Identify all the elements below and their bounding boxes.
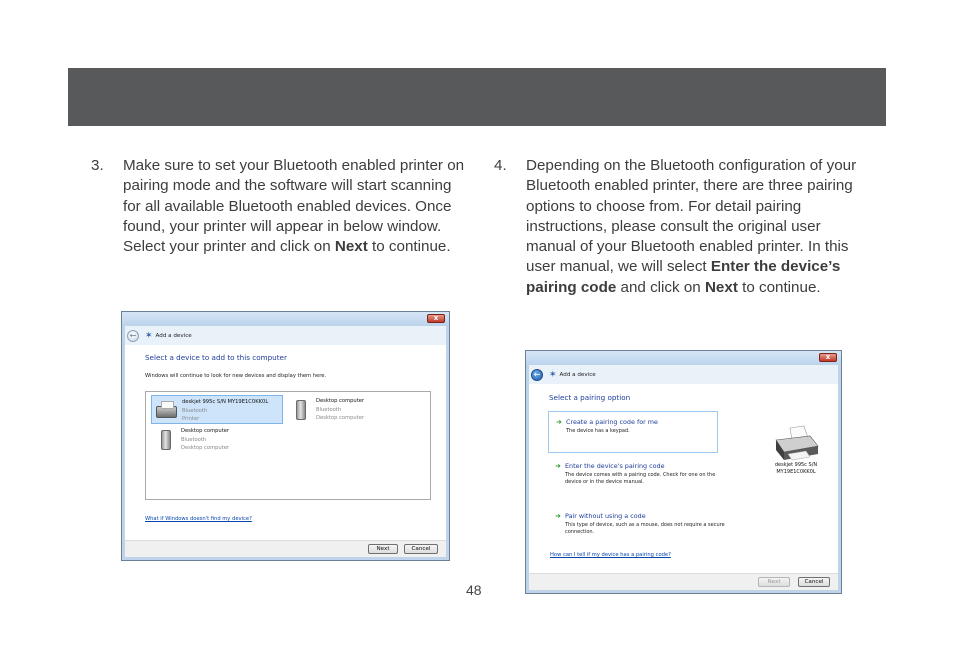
step-4-text-before: Depending on the Bluetooth configuration of your Bluetooth enabled printer, there are three pairing options to choose from. For detail pairing instructions, please consult the original user manual of your Bluetooth enabled printer. In this user manual, we will select: [526, 157, 857, 276]
titlebar: [122, 312, 449, 326]
header-bar: [68, 68, 886, 126]
device-name: Desktop computer: [181, 428, 230, 434]
bluetooth-icon: ✶: [145, 330, 153, 341]
step-3-text: [123, 156, 471, 257]
desktop-computer-icon: [154, 428, 176, 450]
option-pair-without-code[interactable]: [548, 506, 725, 542]
step-4-bold-next: Next: [704, 278, 738, 296]
nav-row: [125, 326, 446, 345]
device-category: Desktop computer: [181, 445, 230, 451]
cancel-button[interactable]: Cancel: [404, 544, 438, 554]
dialog-content: [125, 345, 446, 540]
dialog-title: Add a device: [155, 332, 192, 339]
printer-icon: [770, 424, 822, 464]
step-4-bold-option: Enter the device’s pairing code: [526, 258, 841, 296]
cancel-button[interactable]: Cancel: [798, 577, 830, 587]
step-3-bold-next: Next: [334, 238, 368, 256]
device-list: [145, 391, 431, 500]
green-arrow-icon: ➜: [555, 512, 561, 520]
device-item-desktop-2[interactable]: [151, 425, 283, 454]
step-4-number: 4.: [494, 157, 507, 174]
add-device-dialog-select: [121, 311, 450, 561]
step-4-text-mid: and click on: [616, 278, 705, 296]
help-link[interactable]: How can I tell if my device has a pairing code?: [550, 552, 671, 558]
dialog-footer: [125, 540, 446, 557]
green-arrow-icon: ➜: [556, 418, 562, 426]
device-type: Bluetooth: [182, 408, 208, 414]
step-3-number: 3.: [91, 157, 104, 174]
dialog-content: [529, 384, 838, 573]
nav-row: [529, 365, 838, 384]
dialog-heading: Select a device to add to this computer: [145, 353, 287, 362]
bluetooth-icon: ✶: [549, 369, 557, 380]
help-link[interactable]: What if Windows doesn't find my device?: [145, 516, 252, 522]
device-name: deskjet 995c S/N MY19E1C0KK0L: [182, 399, 269, 405]
close-button[interactable]: x: [427, 314, 445, 323]
device-category: Desktop computer: [316, 415, 365, 421]
device-type: Bluetooth: [181, 437, 207, 443]
page-number: 48: [466, 582, 482, 598]
dialog-footer: [529, 573, 838, 590]
green-arrow-icon: ➜: [555, 462, 561, 470]
printer-icon: [155, 399, 177, 421]
printer-label: deskjet 995c S/N MY19E1C0KK0L: [774, 462, 818, 475]
dialog-heading: Select a pairing option: [549, 393, 631, 402]
option-title: Enter the device's pairing code: [565, 462, 665, 470]
device-item-printer[interactable]: [151, 395, 283, 424]
dialog-title: Add a device: [559, 371, 596, 378]
step-4-text-after: to continue.: [737, 278, 821, 296]
close-button[interactable]: x: [819, 353, 837, 362]
option-title: Pair without using a code: [565, 512, 646, 520]
add-device-dialog-pairing: [525, 350, 842, 594]
next-button[interactable]: Next: [758, 577, 790, 587]
desktop-computer-icon: [289, 398, 311, 420]
titlebar: [526, 351, 841, 365]
dialog-subtext: Windows will continue to look for new devices and display them here.: [145, 373, 327, 379]
option-description: The device comes with a pairing code. Check for one on the device or in the device manual.: [565, 472, 716, 485]
back-arrow-icon[interactable]: ←: [127, 330, 139, 342]
option-description: The device has a keypad.: [566, 428, 630, 434]
device-category: Printer: [182, 416, 200, 422]
option-create-pairing-code[interactable]: [548, 411, 718, 453]
step-3-text-before: Make sure to set your Bluetooth enabled printer on pairing mode and the software will start scanning for all available Bluetooth enabled devices. Once found, your printer will appear in below window. Select your printer and click on: [123, 157, 465, 256]
step-3-text-after: to continue.: [367, 238, 451, 256]
device-item-desktop-1[interactable]: [286, 395, 418, 424]
option-title: Create a pairing code for me: [566, 418, 658, 426]
step-4-text: [526, 156, 874, 298]
next-button[interactable]: Next: [368, 544, 398, 554]
device-name: Desktop computer: [316, 398, 365, 404]
option-description: This type of device, such as a mouse, does not require a secure connection.: [565, 522, 725, 535]
device-type: Bluetooth: [316, 407, 342, 413]
back-arrow-icon[interactable]: ←: [531, 369, 543, 381]
option-enter-pairing-code[interactable]: [548, 456, 718, 492]
